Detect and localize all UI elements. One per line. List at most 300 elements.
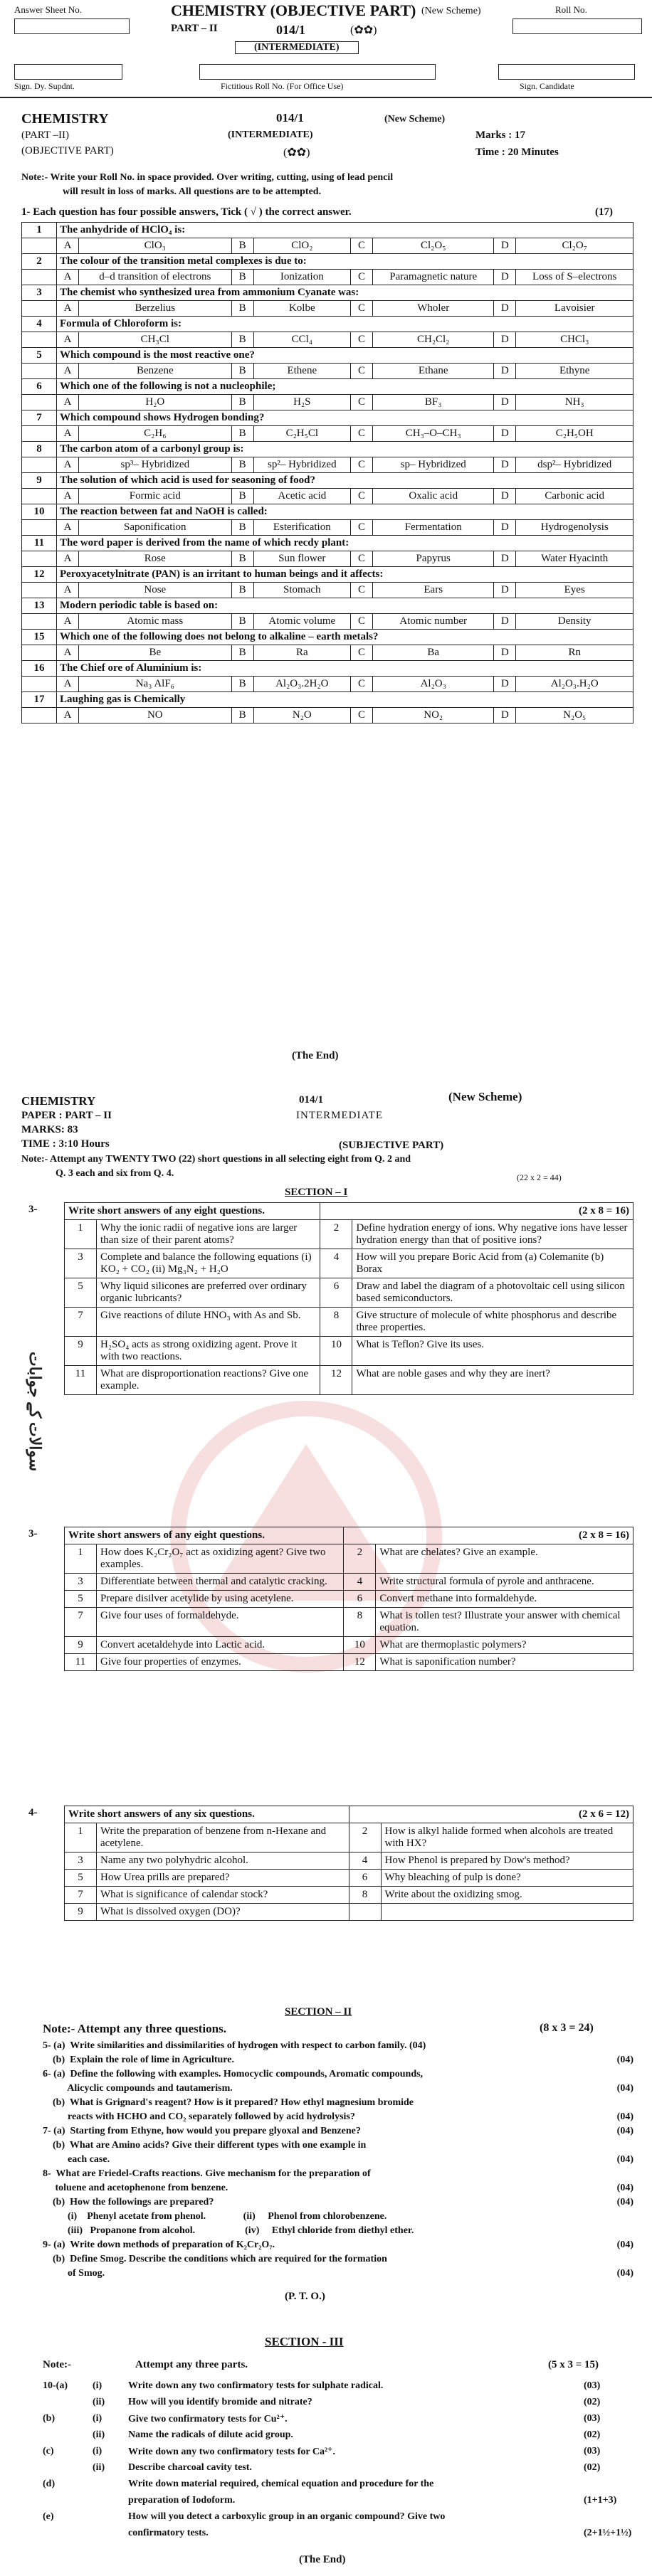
mcq-option[interactable]: Atomic volume — [253, 614, 350, 630]
mcq-options-row — [22, 551, 633, 567]
mcq-option[interactable]: Atomic number — [373, 614, 494, 630]
mcq-spacer — [22, 489, 57, 504]
mcq-option-letter: A — [57, 270, 79, 285]
mcq-option-letter: B — [231, 395, 253, 410]
header-scheme: (New Scheme) — [421, 6, 481, 16]
mcq-question-text: The chemist who synthesized urea from ammonium Cyanate was: — [57, 285, 633, 301]
section-2-text: (i) Phenyl acetate from phenol. (ii) Phenol from chlorobenzene. — [43, 2211, 387, 2222]
mcq-option-letter: A — [57, 583, 79, 598]
mcq-question-text: The word paper is derived from the name of which recdy plant: — [57, 536, 633, 551]
supdt-sign-box[interactable] — [14, 64, 122, 80]
section-3-text: Write down material required, chemical equation and procedure for the — [128, 2479, 434, 2489]
roll-no-box[interactable] — [512, 18, 642, 34]
short-question-number: 7 — [65, 1308, 97, 1337]
mcq-option[interactable]: Al₂O₃.H₂O — [516, 677, 633, 692]
short-question-number: 5 — [65, 1591, 97, 1608]
mcq-option[interactable]: Ionization — [253, 270, 350, 285]
section-2-text: (b) Explain the role of lime in Agriculture. — [43, 2055, 234, 2065]
mcq-option-letter: B — [231, 551, 253, 567]
mcq-option-letter: C — [351, 457, 373, 473]
section-2-line-marks: (04) — [616, 2111, 633, 2122]
mcq-options-row — [22, 708, 633, 723]
mcq-question-text: The solution of which acid is used for seasoning of food? — [57, 473, 633, 489]
short-question-text: What is dissolved oxygen (DO)? — [97, 1904, 349, 1921]
mcq-option[interactable]: Ra — [253, 645, 350, 661]
short-question-row — [65, 1366, 633, 1395]
mcq-number: 6 — [22, 379, 57, 395]
q4-marks: (2 x 6 = 12) — [349, 1806, 633, 1823]
section-2-line — [43, 2097, 641, 2111]
short-question-text: Write structural formula of pyrole and anthracene. — [376, 1574, 633, 1591]
mcq-option-letter: D — [494, 364, 516, 379]
divider — [0, 97, 652, 98]
mcq-option[interactable]: Rn — [516, 645, 633, 661]
q2-marks: (2 x 8 = 16) — [320, 1203, 633, 1220]
short-question-row — [65, 1870, 633, 1887]
section-3-sub: (ii) — [93, 2397, 105, 2407]
mcq-option-letter: D — [494, 332, 516, 348]
mcq-spacer — [22, 677, 57, 692]
mcq-spacer — [22, 426, 57, 442]
section-2-line — [43, 2183, 641, 2197]
mcq-number: 8 — [22, 442, 57, 457]
mcq-option-letter: D — [494, 677, 516, 692]
mcq-option[interactable]: Formic acid — [79, 489, 232, 504]
mcq-option-letter: D — [494, 395, 516, 410]
mcq-option[interactable]: Kolbe — [253, 301, 350, 317]
short-question-text: Complete and balance the following equations (i) KO₂ + CO₂ (ii) Mg₃N₂ + H₂O — [97, 1249, 320, 1278]
mcq-option[interactable]: Hydrogenolysis — [516, 520, 633, 536]
short-question-text: Prepare disilver acetylide by using acetylene. — [97, 1591, 344, 1608]
section-2-line — [43, 2211, 641, 2225]
mcq-option[interactable]: CH₃Cl — [79, 332, 232, 348]
mcq-options-row — [22, 520, 633, 536]
mcq-option-letter: C — [351, 614, 373, 630]
mcq-options-row — [22, 677, 633, 692]
mcq-question-row — [22, 536, 633, 551]
mcq-spacer — [22, 520, 57, 536]
section-2-text: 6- (a) Define the following with examples. Homocyclic compounds, Aromatic compounds, — [43, 2069, 424, 2079]
short-question-text: What are disproportionation reactions? Give one example. — [97, 1366, 320, 1395]
mcq-option-letter: A — [57, 489, 79, 504]
short-question-number: 8 — [320, 1308, 352, 1337]
obj-note-1: Note:- Write your Roll No. in space provided. Over writing, cutting, using of lead pencil — [21, 172, 394, 183]
mcq-option-letter: A — [57, 520, 79, 536]
short-question-number: 5 — [65, 1870, 97, 1887]
subj-note-1: Note:- Attempt any TWENTY TWO (22) short questions in all selecting eight from Q. 2 and — [21, 1154, 411, 1165]
mcq-option[interactable]: ClO₂ — [253, 238, 350, 254]
mcq-question-row — [22, 504, 633, 520]
section-2-text: 7- (a) Starting from Ethyne, how would you prepare glyoxal and Benzene? — [43, 2126, 361, 2136]
mcq-question-row — [22, 379, 633, 395]
short-question-text: Give four properties of enzymes. — [97, 1654, 344, 1671]
section-2-line-marks: (04) — [616, 2183, 633, 2193]
short-question-number: 12 — [344, 1654, 376, 1671]
mcq-option[interactable]: Loss of S–electrons — [516, 270, 633, 285]
short-question-row — [65, 1608, 633, 1637]
mcq-number: 2 — [22, 254, 57, 270]
mcq-question-text: Peroxyacetylnitrate (PAN) is an irritant to human beings and it affects: — [57, 567, 633, 583]
mcq-table — [21, 222, 633, 723]
section-2-marks: (8 x 3 = 24) — [540, 2022, 594, 2034]
mcq-option[interactable]: Carbonic acid — [516, 489, 633, 504]
mcq-option[interactable]: Ethane — [373, 364, 494, 379]
section-1-title: SECTION – I — [285, 1187, 348, 1198]
mcq-option[interactable]: N₂O — [253, 708, 350, 723]
mcq-option-letter: D — [494, 270, 516, 285]
q2-table — [64, 1202, 633, 1395]
short-question-number: 11 — [65, 1366, 97, 1395]
mcq-option[interactable]: NH₃ — [516, 395, 633, 410]
mcq-option-letter: D — [494, 551, 516, 567]
subj-time: TIME : 3:10 Hours — [21, 1138, 110, 1150]
mcq-option-letter: D — [494, 426, 516, 442]
mcq-option[interactable]: Be — [79, 645, 232, 661]
section-3-row — [43, 2511, 641, 2528]
section-3-text: confirmatory tests. — [128, 2528, 209, 2538]
q3-marks: (2 x 8 = 16) — [344, 1527, 633, 1544]
mcq-option[interactable]: Berzelius — [79, 301, 232, 317]
candidate-sign-box[interactable] — [498, 64, 635, 80]
short-question-text: What is significance of calendar stock? — [97, 1887, 349, 1904]
section-2-line — [43, 2254, 641, 2268]
mcq-option-letter: C — [351, 270, 373, 285]
short-question-number: 11 — [65, 1654, 97, 1671]
section-2-text: toluene and acetophenone from benzene. — [43, 2183, 228, 2193]
mcq-question-row — [22, 692, 633, 708]
mcq-option[interactable]: Density — [516, 614, 633, 630]
mcq-option[interactable]: sp– Hybridized — [373, 457, 494, 473]
section-2-line-marks: (04) — [616, 2240, 633, 2250]
mcq-option[interactable]: sp²– Hybridized — [253, 457, 350, 473]
short-question-number: 2 — [320, 1220, 352, 1249]
mcq-question-text: Which compound shows Hydrogen bonding? — [57, 410, 633, 426]
mcq-question-text: The Chief ore of Aluminium is: — [57, 661, 633, 677]
section-3-marks: (5 x 3 = 15) — [548, 2359, 599, 2370]
mcq-question-row — [22, 473, 633, 489]
short-question-number: 2 — [349, 1823, 381, 1853]
short-question-row — [65, 1823, 633, 1853]
section-2-text: each case. — [43, 2154, 110, 2165]
short-question-text: Name any two polyhydric alcohol. — [97, 1853, 349, 1870]
mcq-option[interactable]: Water Hyacinth — [516, 551, 633, 567]
section-2-line — [43, 2111, 641, 2126]
mcq-option-letter: A — [57, 332, 79, 348]
mcq-option-letter: C — [351, 708, 373, 723]
mcq-option[interactable]: Al₂O₃.2H₂O — [253, 677, 350, 692]
section-2-line — [43, 2168, 641, 2183]
mcq-option-letter: A — [57, 457, 79, 473]
section-3-note: Note:- — [43, 2359, 71, 2370]
short-question-text: How is alkyl halide formed when alcohols are treated with HX? — [381, 1823, 633, 1853]
mcq-option[interactable]: Cl₂O₇ — [516, 238, 633, 254]
mcq-option-letter: D — [494, 614, 516, 630]
section-2-line — [43, 2268, 641, 2282]
mcq-spacer — [22, 270, 57, 285]
cand-label: Sign. Candidate — [520, 81, 574, 91]
mcq-option-letter: D — [494, 645, 516, 661]
section-2-line — [43, 2069, 641, 2083]
mcq-option[interactable]: ClO₃ — [79, 238, 232, 254]
mcq-option-letter: A — [57, 551, 79, 567]
header-level: (INTERMEDIATE) — [235, 41, 359, 54]
section-2-text: (b) What are Amino acids? Give their different types with one example in — [43, 2140, 367, 2151]
fict-label: Fictitious Roll No. (For Office Use) — [221, 81, 344, 91]
mcq-option[interactable]: Fermentation — [373, 520, 494, 536]
mcq-option-letter: A — [57, 238, 79, 254]
mcq-option-letter: C — [351, 395, 373, 410]
short-question-number: 10 — [344, 1637, 376, 1654]
answer-sheet-label: Answer Sheet No. — [14, 4, 82, 15]
mcq-option[interactable]: Saponification — [79, 520, 232, 536]
mcq-option-letter: C — [351, 332, 373, 348]
section-2-text: reacts with HCHO and CO₂ separately followed by acid hydrolysis? — [43, 2111, 355, 2122]
short-question-text: Give four uses of formaldehyde. — [97, 1608, 344, 1637]
pto: (P. T. O.) — [285, 2291, 325, 2302]
mcq-number: 15 — [22, 630, 57, 645]
mcq-option[interactable]: BF₃ — [373, 395, 494, 410]
section-2-line-marks: (04) — [616, 2268, 633, 2279]
short-question-number: 3 — [65, 1853, 97, 1870]
fictitious-roll-box[interactable] — [199, 64, 436, 80]
mcq-option[interactable]: dsp²– Hybridized — [516, 457, 633, 473]
section-3-sub: (i) — [93, 2380, 102, 2391]
mcq-number: 17 — [22, 692, 57, 708]
section-3-label: (d) — [43, 2479, 56, 2489]
mcq-option[interactable]: Ethyne — [516, 364, 633, 379]
mcq-option[interactable]: CCl₄ — [253, 332, 350, 348]
short-question-number: 10 — [320, 1337, 352, 1366]
short-question-text: How Urea prills are prepared? — [97, 1870, 349, 1887]
short-question-text: How will you prepare Boric Acid from (a) Colemanite (b) Borax — [352, 1249, 633, 1278]
section-2-text: 9- (a) Write down methods of preparation of K₂Cr₂O₇. — [43, 2240, 275, 2250]
section-3-label: (e) — [43, 2511, 54, 2522]
mcq-option[interactable]: Wholer — [373, 301, 494, 317]
mcq-options-row — [22, 270, 633, 285]
short-question-text: H₂SO₄ acts as strong oxidizing agent. Prove it with two reactions. — [97, 1337, 320, 1366]
answer-sheet-box[interactable] — [14, 18, 130, 34]
short-question-number: 6 — [349, 1870, 381, 1887]
header-part: PART – II — [171, 23, 218, 34]
mcq-option[interactable]: C₂H₅OH — [516, 426, 633, 442]
section-3-sub: (ii) — [93, 2429, 105, 2440]
mcq-option-letter: A — [57, 301, 79, 317]
subj-subject: CHEMISTRY — [21, 1094, 96, 1108]
mcq-number: 5 — [22, 348, 57, 364]
section-3-label: 10-(a) — [43, 2380, 68, 2391]
short-question-text: Define hydration energy of ions. Why negative ions have lesser hydration energy than that of positive ions? — [352, 1220, 633, 1249]
short-question-row — [65, 1904, 633, 1921]
section-2-line-marks: (04) — [616, 2083, 633, 2094]
mcq-number: 4 — [22, 317, 57, 332]
section-2-line — [43, 2140, 641, 2154]
section-3-text: Write down any two confirmatory tests for Ca²⁺. — [128, 2447, 336, 2457]
mcq-option[interactable]: N₂O₅ — [516, 708, 633, 723]
mcq-option-letter: C — [351, 489, 373, 504]
short-question-text: How does K₂Cr₂O₇ act as oxidizing agent? Give two examples. — [97, 1544, 344, 1574]
mcq-option-letter: B — [231, 270, 253, 285]
mcq-option-letter: B — [231, 583, 253, 598]
mcq-option-letter: D — [494, 708, 516, 723]
subj-part-label: (SUBJECTIVE PART) — [339, 1140, 444, 1151]
section-2-line-marks: (04) — [616, 2154, 633, 2165]
section-2-questions — [43, 2040, 641, 2282]
short-question-number: 12 — [320, 1366, 352, 1395]
mcq-option[interactable]: CHCl₃ — [516, 332, 633, 348]
short-question-number — [349, 1904, 381, 1921]
section-3-text: preparation of Iodoform. — [128, 2495, 236, 2506]
mcq-options-row — [22, 364, 633, 379]
section-3-text: How will you detect a carboxylic group in an organic compound? Give two — [128, 2511, 446, 2522]
q2-number: 3- — [28, 1204, 38, 1215]
mcq-question-row — [22, 254, 633, 270]
section-2-note: Note:- Attempt any three questions. — [43, 2022, 226, 2035]
mcq-option[interactable]: Cl₂O₅ — [373, 238, 494, 254]
section-3-row — [43, 2462, 641, 2479]
mcq-option[interactable]: Atomic mass — [79, 614, 232, 630]
short-question-text: What is tollen test? Illustrate your answer with chemical equation. — [376, 1608, 633, 1637]
mcq-option-letter: B — [231, 457, 253, 473]
section-3-text: Describe charcoal cavity test. — [128, 2462, 252, 2473]
section-3-row — [43, 2429, 641, 2446]
short-question-number: 6 — [320, 1278, 352, 1308]
mcq-options-row — [22, 426, 633, 442]
mcq-option[interactable]: C₂H₅Cl — [253, 426, 350, 442]
mcq-option[interactable]: Na₃ AlF₆ — [79, 677, 232, 692]
short-question-text: What is Teflon? Give its uses. — [352, 1337, 633, 1366]
mcq-option[interactable]: CH₂Cl₂ — [373, 332, 494, 348]
section-2-line — [43, 2225, 641, 2240]
mcq-option-letter: B — [231, 677, 253, 692]
short-question-text: Why liquid silicones are preferred over ordinary organic lubricants? — [97, 1278, 320, 1308]
mcq-option[interactable]: Lavoisier — [516, 301, 633, 317]
mcq-spacer — [22, 457, 57, 473]
mcq-spacer — [22, 551, 57, 567]
mcq-option[interactable]: d–d transition of electrons — [79, 270, 232, 285]
section-3-text: Give two confirmatory tests for Cu²⁺. — [128, 2414, 288, 2424]
mcq-question-row — [22, 317, 633, 332]
mcq-option[interactable]: Rose — [79, 551, 232, 567]
mcq-options-row — [22, 238, 633, 254]
mcq-spacer — [22, 645, 57, 661]
short-question-row — [65, 1220, 633, 1249]
short-question-text: Why bleaching of pulp is done? — [381, 1870, 633, 1887]
mcq-option[interactable]: Ba — [373, 645, 494, 661]
subj-level: INTERMEDIATE — [296, 1110, 383, 1121]
q1-marks: (17) — [595, 206, 613, 218]
mcq-option[interactable]: Eyes — [516, 583, 633, 598]
short-question-row — [65, 1337, 633, 1366]
short-question-text: How Phenol is prepared by Dow's method? — [381, 1853, 633, 1870]
short-question-text: What are noble gases and why they are inert? — [352, 1366, 633, 1395]
mcq-spacer — [22, 238, 57, 254]
objective-end: (The End) — [292, 1050, 339, 1061]
mcq-spacer — [22, 395, 57, 410]
mcq-option-letter: B — [231, 426, 253, 442]
mcq-question-text: Modern periodic table is based on: — [57, 598, 633, 614]
section-3-row — [43, 2380, 641, 2397]
short-question-row — [65, 1574, 633, 1591]
subj-paper: PAPER : PART – II — [21, 1110, 112, 1121]
mcq-option-letter: C — [351, 426, 373, 442]
q2-title: Write short answers of any eight questions. — [65, 1203, 320, 1220]
section-2-line — [43, 2040, 641, 2055]
mcq-option-letter: B — [231, 645, 253, 661]
mcq-option-letter: A — [57, 677, 79, 692]
short-question-text: Differentiate between thermal and catalytic cracking. — [97, 1574, 344, 1591]
q1-instruction: 1- Each question has four possible answers, Tick ( √ ) the correct answer. — [21, 206, 352, 218]
mcq-option[interactable]: Esterification — [253, 520, 350, 536]
short-question-text: Draw and label the diagram of a photovoltaic cell using silicon based semiconductors. — [352, 1278, 633, 1308]
section-3-label: (c) — [43, 2446, 54, 2456]
mcq-number: 12 — [22, 567, 57, 583]
mcq-question-row — [22, 567, 633, 583]
section-2-line-marks: (04) — [616, 2126, 633, 2136]
mcq-option[interactable]: Ears — [373, 583, 494, 598]
section-2-line — [43, 2126, 641, 2140]
section-3-row-marks: (03) — [584, 2446, 601, 2456]
mcq-options-row — [22, 332, 633, 348]
mcq-option[interactable]: Oxalic acid — [373, 489, 494, 504]
section-2-text: Alicyclic compounds and tautamerism. — [43, 2083, 233, 2094]
short-question-number: 5 — [65, 1278, 97, 1308]
roll-label: Roll No. — [555, 4, 587, 15]
mcq-option[interactable]: NO₂ — [373, 708, 494, 723]
section-2-line — [43, 2240, 641, 2254]
mcq-question-row — [22, 630, 633, 645]
subj-marks: MARKS: 83 — [21, 1124, 78, 1135]
short-question-number: 6 — [344, 1591, 376, 1608]
mcq-option[interactable]: H₂S — [253, 395, 350, 410]
mcq-option[interactable]: NO — [79, 708, 232, 723]
obj-part: (PART –II) — [21, 129, 70, 141]
mcq-option[interactable]: CH₃–O–CH₃ — [373, 426, 494, 442]
mcq-option[interactable]: Nose — [79, 583, 232, 598]
mcq-option[interactable]: Sun flower — [253, 551, 350, 567]
mcq-option[interactable]: Acetic acid — [253, 489, 350, 504]
section-2-line — [43, 2154, 641, 2168]
q4-table — [64, 1806, 633, 1921]
short-question-number: 7 — [65, 1608, 97, 1637]
mcq-options-row — [22, 583, 633, 598]
section-3-row-marks: (03) — [584, 2380, 601, 2391]
mcq-question-row — [22, 348, 633, 364]
mcq-option-letter: B — [231, 332, 253, 348]
mcq-option[interactable]: H₂O — [79, 395, 232, 410]
header-title: CHEMISTRY (OBJECTIVE PART) — [171, 1, 416, 19]
section-2-title: SECTION – II — [285, 2006, 352, 2018]
short-question-text: What are thermoplastic polymers? — [376, 1637, 633, 1654]
short-question-row — [65, 1637, 633, 1654]
mcq-option[interactable]: Paramagnetic nature — [373, 270, 494, 285]
section-3-label: (b) — [43, 2413, 56, 2424]
mcq-option[interactable]: C₂H₆ — [79, 426, 232, 442]
mcq-option-letter: C — [351, 645, 373, 661]
section-3-text: How will you identify bromide and nitrate? — [128, 2397, 312, 2407]
section-2-text: (b) Define Smog. Describe the conditions which are required for the formation — [43, 2254, 387, 2264]
mcq-option[interactable]: Stomach — [253, 583, 350, 598]
mcq-spacer — [22, 301, 57, 317]
mcq-option[interactable]: sp³– Hybridized — [79, 457, 232, 473]
mcq-spacer — [22, 332, 57, 348]
mcq-option[interactable]: Papyrus — [373, 551, 494, 567]
mcq-option-letter: D — [494, 238, 516, 254]
subj-code: 014/1 — [299, 1094, 324, 1106]
mcq-option[interactable]: Benzene — [79, 364, 232, 379]
short-question-number: 9 — [65, 1904, 97, 1921]
mcq-option[interactable]: Ethene — [253, 364, 350, 379]
mcq-option[interactable]: Al₂O₃ — [373, 677, 494, 692]
